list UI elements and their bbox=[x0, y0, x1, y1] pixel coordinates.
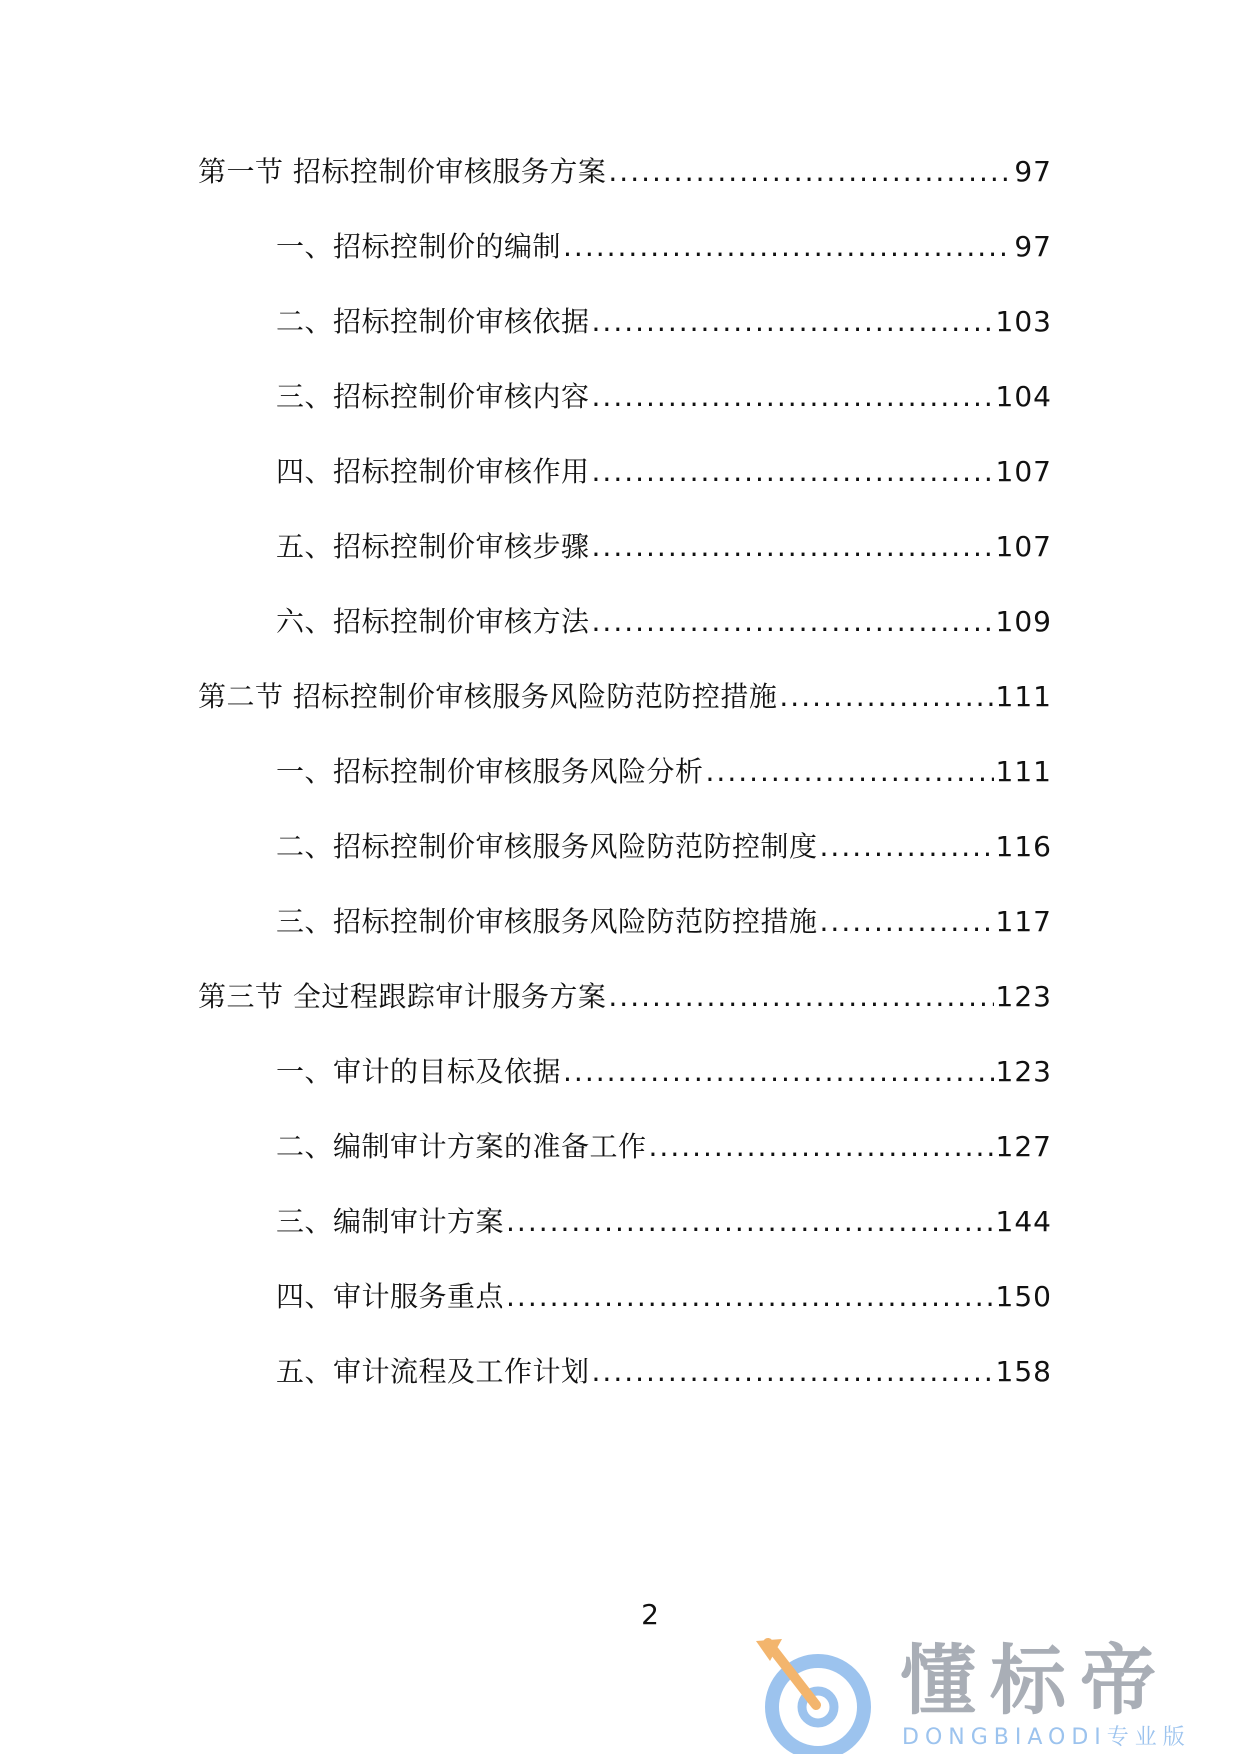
toc-entry[interactable] bbox=[276, 377, 1052, 417]
toc-entry[interactable] bbox=[276, 1127, 1052, 1167]
toc-entry-title: 三、编制审计方案 bbox=[276, 1205, 505, 1238]
toc-entry-page: 111 bbox=[995, 755, 1052, 788]
toc-dot-leader bbox=[563, 1052, 994, 1092]
toc-entry-title: 二、编制审计方案的准备工作 bbox=[276, 1130, 647, 1163]
toc-dot-leader bbox=[706, 752, 994, 792]
toc-entry-page: 109 bbox=[995, 605, 1052, 638]
toc-entry-title: 第一节 招标控制价审核服务方案 bbox=[198, 155, 607, 188]
toc-entry-title: 二、招标控制价审核服务风险防范防控制度 bbox=[276, 830, 818, 863]
toc-entry[interactable] bbox=[198, 677, 1052, 717]
watermark-brand-subtitle bbox=[902, 1725, 1191, 1751]
toc-entry-page: 117 bbox=[995, 905, 1052, 938]
toc-entry-page: 107 bbox=[995, 455, 1052, 488]
toc-entry[interactable] bbox=[276, 1277, 1052, 1317]
toc-entry-page: 123 bbox=[995, 1055, 1052, 1088]
toc-entry-page: 104 bbox=[995, 380, 1052, 413]
toc-entry[interactable] bbox=[276, 752, 1052, 792]
toc-entry-page: 97 bbox=[1014, 155, 1052, 188]
toc-dot-leader bbox=[592, 1352, 994, 1392]
toc-dot-leader bbox=[608, 977, 993, 1017]
toc-entry-page: 158 bbox=[995, 1355, 1052, 1388]
toc-dot-leader bbox=[608, 152, 1012, 192]
toc-entry-page: 150 bbox=[995, 1280, 1052, 1313]
target-logo-icon bbox=[748, 1635, 888, 1754]
toc-entry-title: 一、招标控制价的编制 bbox=[276, 230, 562, 263]
toc-entry-page: 144 bbox=[995, 1205, 1052, 1238]
toc-entry-page: 127 bbox=[995, 1130, 1052, 1163]
toc-entry-title: 一、招标控制价审核服务风险分析 bbox=[276, 755, 704, 788]
toc-entry-page: 103 bbox=[995, 305, 1052, 338]
toc-entry-title: 四、审计服务重点 bbox=[276, 1280, 505, 1313]
toc-dot-leader bbox=[506, 1277, 994, 1317]
watermark-edition: 专业版 bbox=[1106, 1725, 1191, 1750]
toc-entry[interactable] bbox=[276, 452, 1052, 492]
toc-entry[interactable] bbox=[276, 1052, 1052, 1092]
toc-dot-leader bbox=[592, 452, 994, 492]
toc-dot-leader bbox=[779, 677, 993, 717]
toc-dot-leader bbox=[592, 602, 994, 642]
toc-entry[interactable] bbox=[276, 827, 1052, 867]
page-number: 2 bbox=[641, 1598, 659, 1631]
toc-dot-leader bbox=[563, 227, 1012, 267]
toc-dot-leader bbox=[592, 527, 994, 567]
toc-entry-page: 97 bbox=[1014, 230, 1052, 263]
toc-entry-title: 五、招标控制价审核步骤 bbox=[276, 530, 590, 563]
toc-entry[interactable] bbox=[276, 902, 1052, 942]
toc-entry[interactable] bbox=[276, 302, 1052, 342]
watermark-brand-name: 懂标帝 bbox=[900, 1636, 1170, 1725]
toc-entry-title: 第三节 全过程跟踪审计服务方案 bbox=[198, 980, 607, 1013]
toc-entry-title: 三、招标控制价审核服务风险防范防控措施 bbox=[276, 905, 818, 938]
toc-entry-page: 116 bbox=[995, 830, 1052, 863]
toc-entry-title: 五、审计流程及工作计划 bbox=[276, 1355, 590, 1388]
toc-entry[interactable] bbox=[276, 1202, 1052, 1242]
toc-entry-title: 四、招标控制价审核作用 bbox=[276, 455, 590, 488]
toc-dot-leader bbox=[592, 377, 994, 417]
toc-entry-title: 第二节 招标控制价审核服务风险防范防控措施 bbox=[198, 680, 778, 713]
toc-entry-title: 二、招标控制价审核依据 bbox=[276, 305, 590, 338]
toc-entry-page: 111 bbox=[995, 680, 1052, 713]
toc-entry-title: 三、招标控制价审核内容 bbox=[276, 380, 590, 413]
toc-entry-title: 六、招标控制价审核方法 bbox=[276, 605, 590, 638]
toc-dot-leader bbox=[592, 302, 994, 342]
toc-entry[interactable] bbox=[276, 227, 1052, 267]
toc-entry[interactable] bbox=[198, 977, 1052, 1017]
toc-entry[interactable] bbox=[276, 527, 1052, 567]
toc-entry[interactable] bbox=[276, 1352, 1052, 1392]
toc-dot-leader bbox=[820, 902, 994, 942]
toc-entry[interactable] bbox=[276, 602, 1052, 642]
watermark-latin-name: DONGBIAODI bbox=[902, 1725, 1107, 1750]
toc-entry[interactable] bbox=[198, 152, 1052, 192]
toc-entry-page: 107 bbox=[995, 530, 1052, 563]
toc-dot-leader bbox=[506, 1202, 994, 1242]
toc-entry-page: 123 bbox=[995, 980, 1052, 1013]
toc-dot-leader bbox=[820, 827, 994, 867]
toc-entry-title: 一、审计的目标及依据 bbox=[276, 1055, 562, 1088]
watermark-logo bbox=[748, 1635, 1218, 1754]
toc-dot-leader bbox=[649, 1127, 994, 1167]
